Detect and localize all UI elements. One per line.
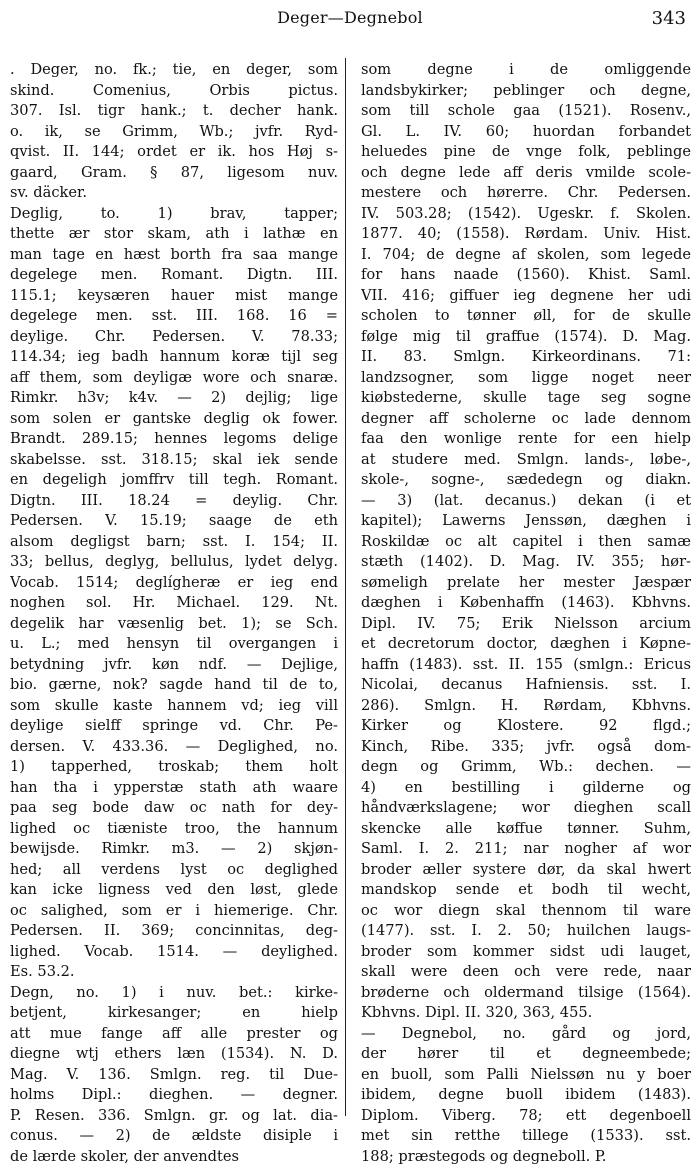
- left-column-line: aff them, som deyligæ wore och snaræ.: [10, 368, 338, 389]
- left-column-line: conus. — 2) de ældste disiple i: [10, 1126, 338, 1147]
- left-column-line: hed; all verdens lyst oc deglighed: [10, 860, 338, 881]
- right-column-line: Nicolai, decanus Hafniensis. sst. I.: [361, 675, 691, 696]
- right-column-line: landsbykirker; peblinger och degne,: [361, 81, 691, 102]
- right-column-line: et decretorum doctor, dæghen i Køpne-: [361, 634, 691, 655]
- right-column-line: skole-, sogne-, sædedegn og diakn.: [361, 470, 691, 491]
- left-column-line: Deglig, to. 1) brav, tapper;: [10, 204, 338, 225]
- left-column-line: u. L.; med hensyn til overgangen i: [10, 634, 338, 655]
- left-column-line: o. ik, se Grimm, Wb.; jvfr. Ryd-: [10, 122, 338, 143]
- left-column-line: som skulle kaste hannem vd; ieg vill: [10, 696, 338, 717]
- left-column-line: skabelsse. sst. 318.15; skal iek sende: [10, 450, 338, 471]
- left-column-line: qvist. II. 144; ordet er ik. hos Høj s-: [10, 142, 338, 163]
- left-column-line: degelege men. sst. III. 168. 16 =: [10, 306, 338, 327]
- right-column-line: Roskildæ oc alt capitel i then samæ: [361, 532, 691, 553]
- left-column-line: 33; bellus, deglyg, bellulus, lydet delyg.: [10, 552, 338, 573]
- left-column-line: . Deger, no. fk.; tie, en deger, som: [10, 60, 338, 81]
- right-column-line: scholen to tønner øll, for de skulle: [361, 306, 691, 327]
- left-column-line: 1) tapperhed, troskab; them holt: [10, 757, 338, 778]
- right-column-line: Kirker og Klostere. 92 flgd.;: [361, 716, 691, 737]
- right-column-line: degn og Grimm, Wb.: dechen. —: [361, 757, 691, 778]
- right-column-line: 4) en bestilling i gilderne og: [361, 778, 691, 799]
- left-column-line: P. Resen. 336. Smlgn. gr. og lat. dia-: [10, 1106, 338, 1127]
- left-column-line: han tha i ypperstæ stath ath waare: [10, 778, 338, 799]
- column-rule: [345, 58, 346, 1116]
- right-column-line: Gl. L. IV. 60; huordan forbandet: [361, 122, 691, 143]
- left-column-line: 115.1; keysæren hauer mist mange: [10, 286, 338, 307]
- right-column-line: at studere med. Smlgn. lands-, løbe-,: [361, 450, 691, 471]
- page-number: 343: [652, 8, 686, 29]
- right-column-line: VII. 416; giffuer ieg degnene her udi: [361, 286, 691, 307]
- right-column-line: haffn (1483). sst. II. 155 (smlgn.: Ericus: [361, 655, 691, 676]
- left-column-line: Rimkr. h3v; k4v. — 2) dejlig; lige: [10, 388, 338, 409]
- right-column-line: stæth (1402). D. Mag. IV. 355; hør-: [361, 552, 691, 573]
- right-column-line: Diplom. Viberg. 78; ett degenboell: [361, 1106, 691, 1127]
- left-column-line: 307. Isl. tigr hank.; t. decher hank.: [10, 101, 338, 122]
- right-column-line: 188; præstegods og degneboll. P.: [361, 1147, 691, 1167]
- left-column-line: Es. 53.2.: [10, 962, 338, 983]
- left-column-line: 114.34; ieg badh hannum koræ tijl seg: [10, 347, 338, 368]
- left-column-line: diegne wtj ethers læn (1534). N. D.: [10, 1044, 338, 1065]
- right-column-line: Kinch, Ribe. 335; jvfr. også dom-: [361, 737, 691, 758]
- left-column-line: thette ær stor skam, ath i lathæ en: [10, 224, 338, 245]
- left-column-line: Pedersen. V. 15.19; saage de eth: [10, 511, 338, 532]
- right-column-line: met sin retthe tillege (1533). sst.: [361, 1126, 691, 1147]
- left-column-line: som solen er gantske deglig ok fower.: [10, 409, 338, 430]
- right-column-line: och degne lede aff deris vmilde scole-: [361, 163, 691, 184]
- right-column-line: (1477). sst. I. 2. 50; huilchen laugs-: [361, 921, 691, 942]
- left-column-line: att mue fange aff alle prester og: [10, 1024, 338, 1045]
- left-column-line: deylige sielff springe vd. Chr. Pe-: [10, 716, 338, 737]
- right-column-line: brøderne och oldermand tilsige (1564).: [361, 983, 691, 1004]
- left-column-line: Mag. V. 136. Smlgn. reg. til Due-: [10, 1065, 338, 1086]
- right-column-line: sømeligh prelate her mester Jæspær: [361, 573, 691, 594]
- right-column-line: som degne i de omliggende: [361, 60, 691, 81]
- left-column-line: en degeligh jomffrv till tegh. Romant.: [10, 470, 338, 491]
- right-column-line: en buoll, som Palli Nielssøn nu y boer: [361, 1065, 691, 1086]
- left-column-line: betjent, kirkesanger; en hielp: [10, 1003, 338, 1024]
- right-column-line: I. 704; de degne af skolen, som legede: [361, 245, 691, 266]
- left-column-line: Pedersen. II. 369; concinnitas, deg-: [10, 921, 338, 942]
- right-column-line: følge mig til graffue (1574). D. Mag.: [361, 327, 691, 348]
- left-column-line: skind. Comenius, Orbis pictus.: [10, 81, 338, 102]
- right-column-line: Kbhvns. Dipl. II. 320, 363, 455.: [361, 1003, 691, 1024]
- left-column-line: sv. däcker.: [10, 183, 338, 204]
- left-column-line: Brandt. 289.15; hennes legoms delige: [10, 429, 338, 450]
- right-column-line: kiøbstederne, skulle tage seg sogne: [361, 388, 691, 409]
- left-column-line: Vocab. 1514; deglígheræ er ieg end: [10, 573, 338, 594]
- right-column-line: skencke alle køffue tønner. Suhm,: [361, 819, 691, 840]
- left-column-line: oc salighed, som er i hiemerige. Chr.: [10, 901, 338, 922]
- left-column-line: Digtn. III. 18.24 = deylig. Chr.: [10, 491, 338, 512]
- left-column-line: lighed oc tiæniste troo, the hannum: [10, 819, 338, 840]
- left-column-line: bio. gærne, nok? sagde hand til de to,: [10, 675, 338, 696]
- right-column-line: — 3) (lat. decanus.) dekan (i et: [361, 491, 691, 512]
- right-column-line: der hører til et degneembede;: [361, 1044, 691, 1065]
- left-column-line: dersen. V. 433.36. — Deglighed, no.: [10, 737, 338, 758]
- right-column-line: som till schole gaa (1521). Rosenv.,: [361, 101, 691, 122]
- left-column-line: lighed. Vocab. 1514. — deylighed.: [10, 942, 338, 963]
- left-column-line: kan icke ligness ved den løst, glede: [10, 880, 338, 901]
- right-column-line: 286). Smlgn. H. Rørdam, Kbhvns.: [361, 696, 691, 717]
- left-column-line: degelege men. Romant. Digtn. III.: [10, 265, 338, 286]
- right-column-line: faa den wonlige rente for een hielp: [361, 429, 691, 450]
- left-column-line: paa seg bode daw oc nath for dey-: [10, 798, 338, 819]
- right-column-line: broder æller systere dør, da skal hwert: [361, 860, 691, 881]
- left-column-line: Degn, no. 1) i nuv. bet.: kirke-: [10, 983, 338, 1004]
- right-column-line: heluedes pine de vnge folk, peblinge: [361, 142, 691, 163]
- right-column-line: oc wor diegn skal thennom til ware: [361, 901, 691, 922]
- left-column-line: deylige. Chr. Pedersen. V. 78.33;: [10, 327, 338, 348]
- right-column-line: degner aff scholerne oc lade dennom: [361, 409, 691, 430]
- right-column-line: mestere och hørerre. Chr. Pedersen.: [361, 183, 691, 204]
- left-column-line: degelik har væsenlig bet. 1); se Sch.: [10, 614, 338, 635]
- right-column-line: håndværkslagene; wor dieghen scall: [361, 798, 691, 819]
- right-column-line: dæghen i Københaffn (1463). Kbhvns.: [361, 593, 691, 614]
- right-column-line: Saml. I. 2. 211; nar nogher af wor: [361, 839, 691, 860]
- running-head: [0, 8, 700, 38]
- left-column-line: alsom degligst barn; sst. I. 154; II.: [10, 532, 338, 553]
- right-column-line: skall were deen och vere rede, naar: [361, 962, 691, 983]
- left-column: [10, 60, 338, 1167]
- right-column-line: 1877. 40; (1558). Rørdam. Univ. Hist.: [361, 224, 691, 245]
- right-column-line: for hans naade (1560). Khist. Saml.: [361, 265, 691, 286]
- running-title: Deger—Degnebol: [0, 8, 700, 27]
- right-column-line: mandskop sende et bodh til wecht,: [361, 880, 691, 901]
- right-column-line: II. 83. Smlgn. Kirkeordinans. 71:: [361, 347, 691, 368]
- right-column-line: ibidem, degne buoll ibidem (1483).: [361, 1085, 691, 1106]
- left-column-line: de lærde skoler, der anvendtes: [10, 1147, 338, 1167]
- left-column-line: holms Dipl.: dieghen. — degner.: [10, 1085, 338, 1106]
- left-column-line: gaard, Gram. § 87, ligesom nuv.: [10, 163, 338, 184]
- right-column-line: kapitel); Lawerns Jenssøn, dæghen i: [361, 511, 691, 532]
- right-column-line: broder som kommer sidst udi lauget,: [361, 942, 691, 963]
- right-column-line: IV. 503.28; (1542). Ugeskr. f. Skolen.: [361, 204, 691, 225]
- right-column: [361, 60, 691, 1167]
- right-column-line: Dipl. IV. 75; Erik Nielsson arcium: [361, 614, 691, 635]
- left-column-line: bewijsde. Rimkr. m3. — 2) skjøn-: [10, 839, 338, 860]
- right-column-line: — Degnebol, no. gård og jord,: [361, 1024, 691, 1045]
- left-column-line: man tage en hæst borth fra saa mange: [10, 245, 338, 266]
- left-column-line: betydning jvfr. køn ndf. — Dejlige,: [10, 655, 338, 676]
- right-column-line: landzsogner, som ligge noget neer: [361, 368, 691, 389]
- left-column-line: noghen sol. Hr. Michael. 129. Nt.: [10, 593, 338, 614]
